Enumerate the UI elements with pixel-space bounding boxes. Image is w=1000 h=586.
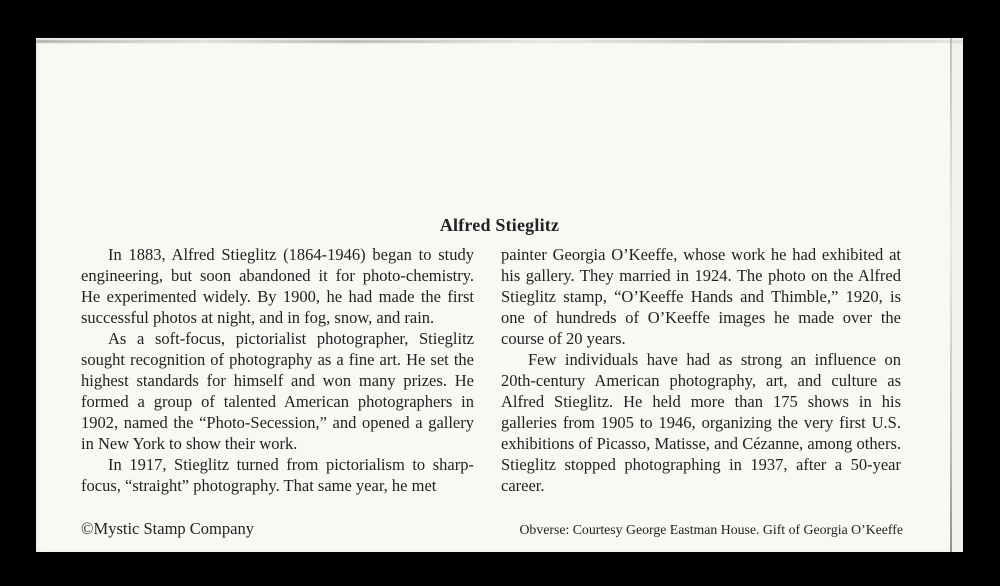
- left-column: [81, 244, 474, 496]
- copyright-line: ©Mystic Stamp Company: [81, 519, 254, 538]
- paragraph: As a soft-focus, pictorialist photographer, Stieglitz sought recognition of photography as a fine art. He set the highest standards for himself and won many prizes. He formed a group of talented American photographers in 1902, named the “Photo-Secession,” and opened a gallery in New York to show their work.: [81, 329, 474, 453]
- paragraph: painter Georgia O’Keeffe, whose work he had exhibited at his gallery. They married in 1924. The photo on the Alfred Stieglitz stamp, “O’Keeffe Hands and Thimble,” 1920, is one of hundreds of O’Keeffe images he made over the course of 20 years.: [501, 245, 901, 348]
- footer: [81, 519, 903, 539]
- credit-line: Obverse: Courtesy George Eastman House. Gift of Georgia O’Keeffe: [519, 522, 903, 537]
- page-title: Alfred Stieglitz: [439, 215, 560, 235]
- paragraph: Few individuals have had as strong an influence on 20th-century American photography, art, and culture as Alfred Stieglitz. He held more than 175 shows in his galleries from 1905 to 1946, organizing the very first U.S. exhibitions of Picasso, Matisse, and Cézanne, among others. Stieglitz stopped photographing in 1937, after a 50-year career.: [501, 350, 901, 495]
- document-card: [36, 38, 963, 552]
- scan-artifact-crease: [950, 38, 952, 552]
- right-column: [501, 244, 901, 496]
- scan-artifact-top-streak: [36, 40, 963, 43]
- text-columns: [81, 244, 901, 496]
- scan-artifact-right-edge: [952, 38, 963, 552]
- paragraph: In 1917, Stieglitz turned from pictorialism to sharp-focus, “straight” photography. That same year, he met: [81, 455, 474, 495]
- paragraph: In 1883, Alfred Stieglitz (1864-1946) began to study engineering, but soon abandoned it for photo-chemistry. He experimented widely. By 1900, he had made the first successful photos at night, and in fog, snow, and rain.: [81, 245, 474, 327]
